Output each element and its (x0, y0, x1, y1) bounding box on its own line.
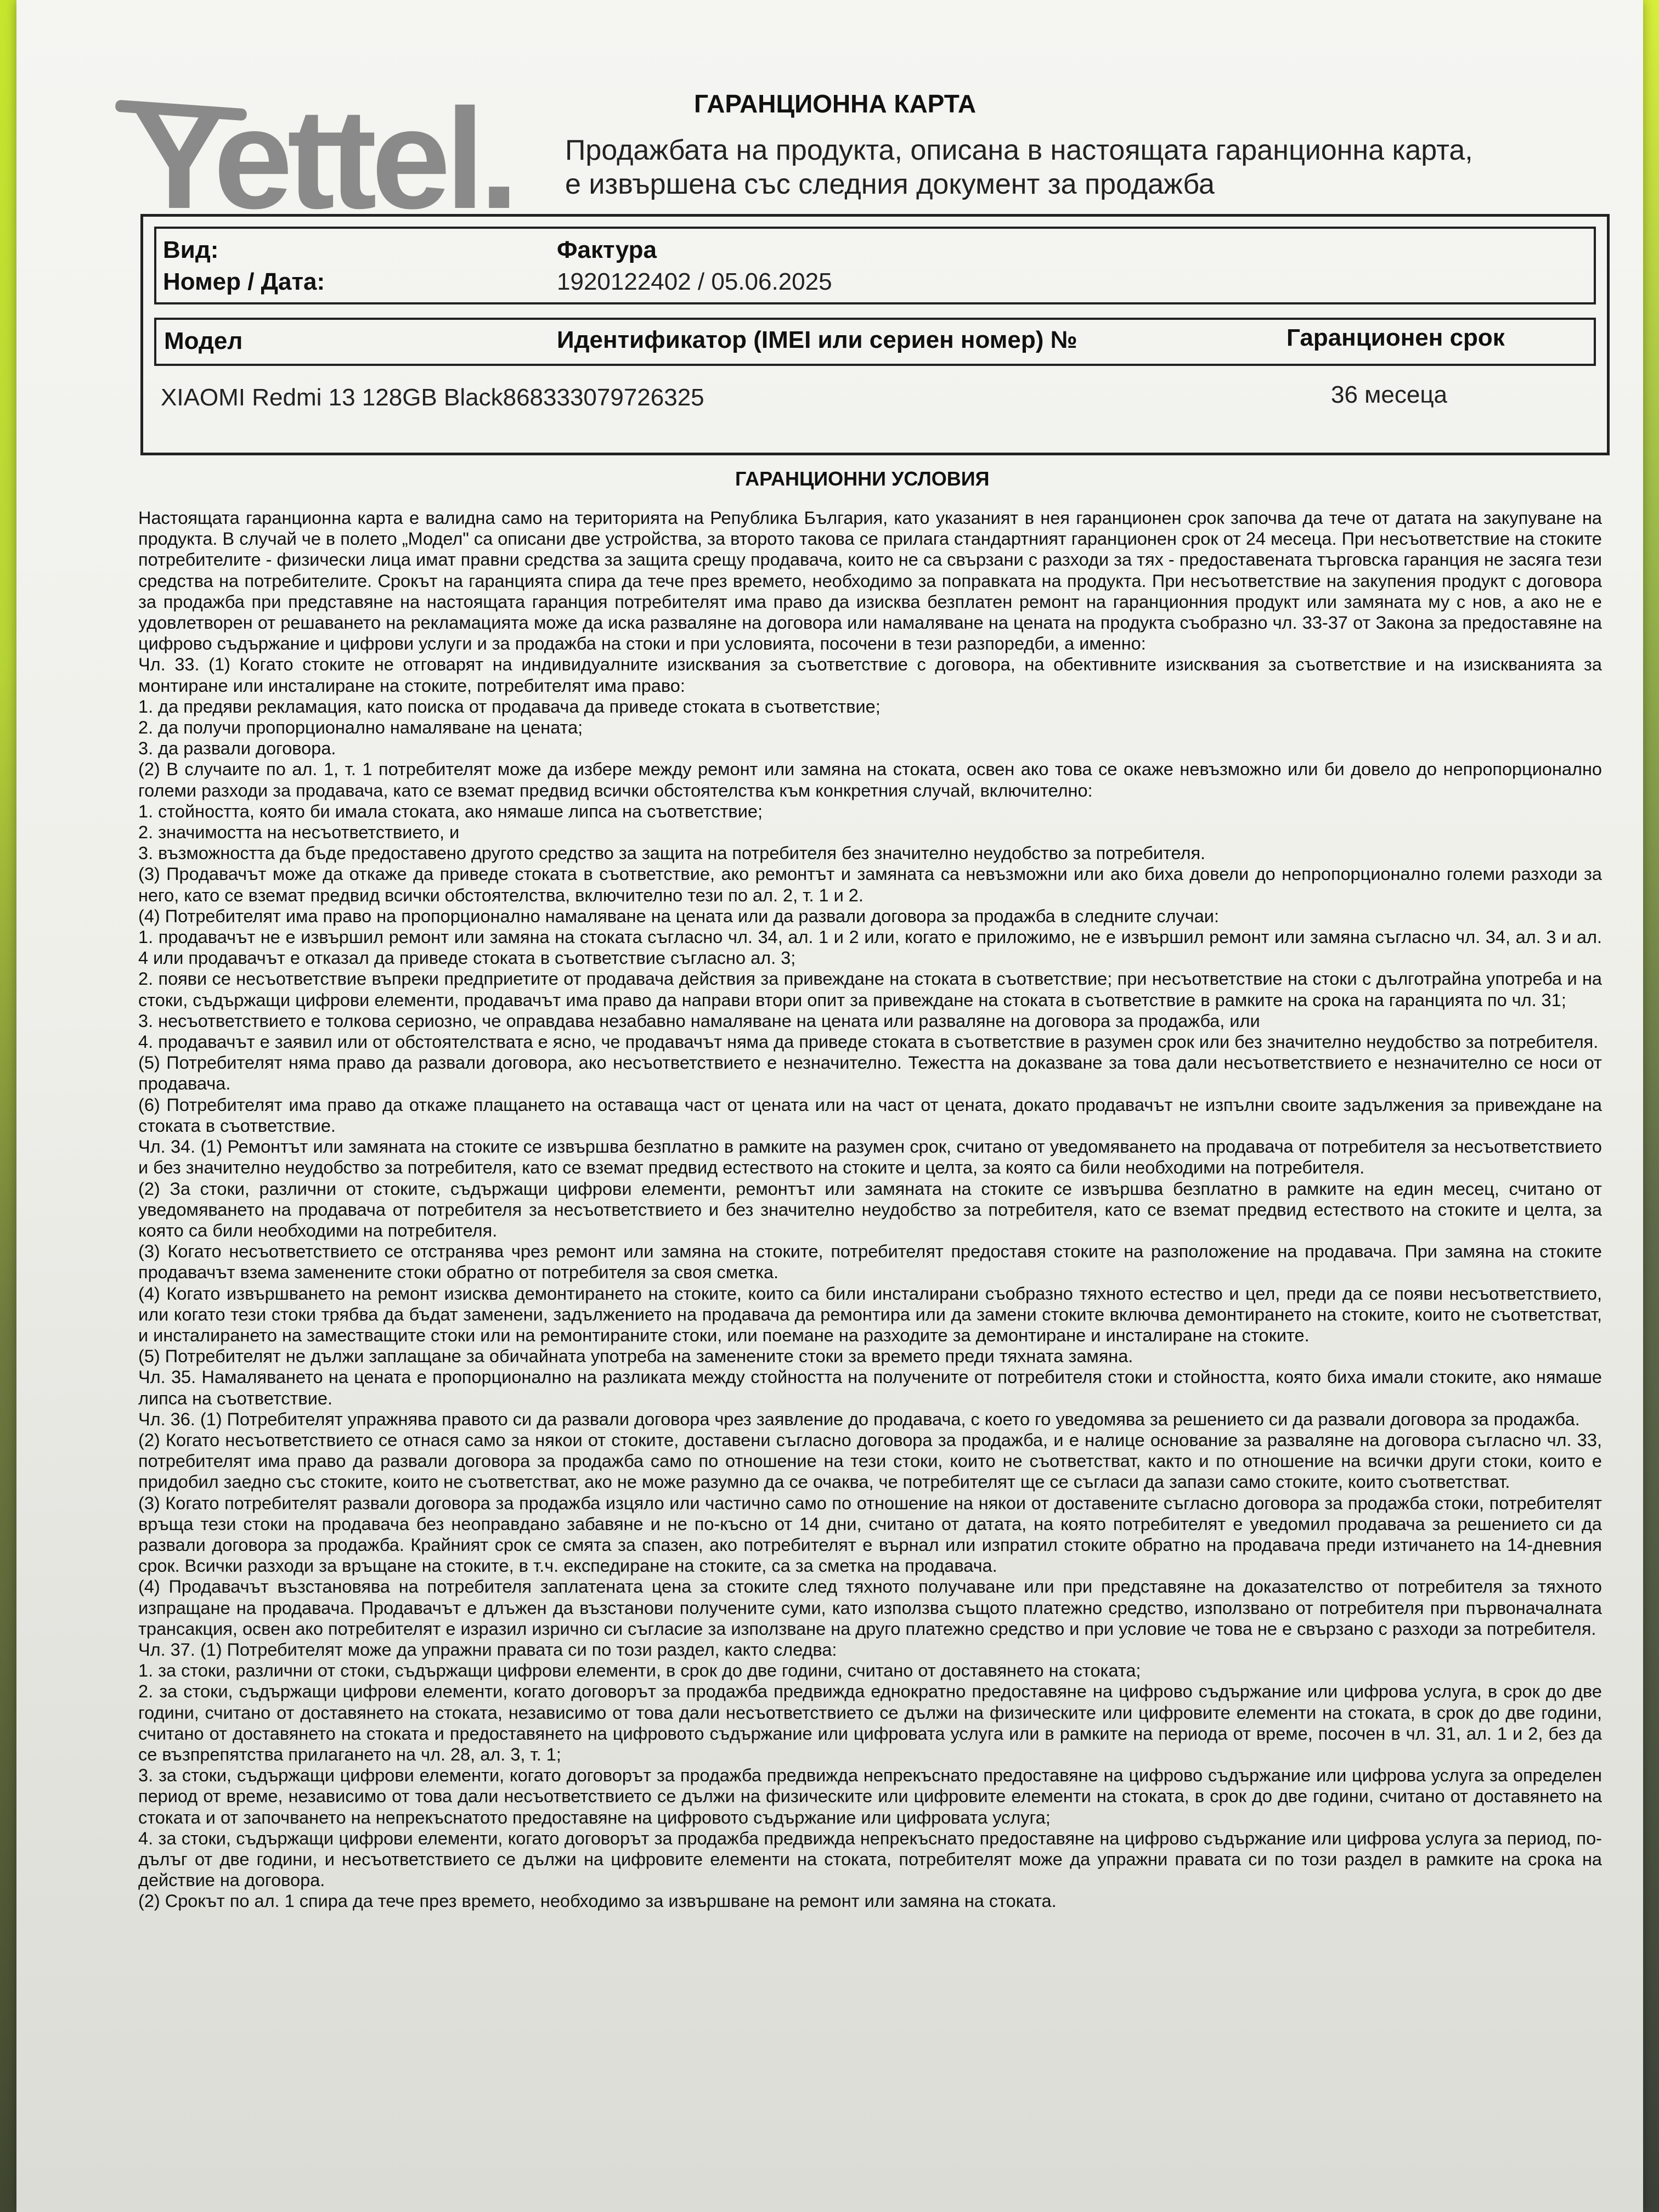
intro-text (565, 133, 1607, 201)
paragraph: (3) Когато потребителят развали договора за продажба изцяло или частично само по отношение на някои от доставените съгласно договора за продажба стоки, потребителят връща тези стоки на продавача без неоправдано забавяне и не по-късно от 14 дни, считано от датата, на която потребителят е уведомил продавача за решението си да развали договора за продажба. Крайният срок се смята за спазен, ако потребителят е върнал или изпратил стоките обратно на продавача преди изтичането на 14-дневния срок. Всички разходи за връщане на стоките, в т.ч. експедиране на стоките, са за сметка на продавача. (138, 1493, 1602, 1576)
paragraph: 2. значимостта на несъответствието, и (138, 822, 460, 843)
number-label: Номер / Дата: (163, 268, 325, 295)
paragraph: 3. възможността да бъде предоставено другото средство за защита на потребителя без значително неудобство за потребителя. (138, 843, 1206, 864)
paragraph: 2. появи се несъответствие въпреки предприетите от продавача действия за привеждане на стоката в съответствие; при несъответствие на стоки с дълготрайна употреба и на стоки, съдържащи цифрови елементи, продавачът има право да направи втори опит за привеждане на стоката в съответствие в рамките на срока на гаранцията по чл. 31; (138, 969, 1602, 1010)
col-model: Модел (164, 328, 243, 354)
paragraph: Чл. 36. (1) Потребителят упражнява правото си да развали договора чрез заявление до продавача, с което го уведомява за решението си да развали договора за продажба. (138, 1409, 1580, 1429)
paragraph: 4. продавачът е заявил или от обстоятелствата е ясно, че продавачът няма да приведе стоката в съответствие в разумен срок или без значително неудобство за потребителя. (138, 1032, 1599, 1052)
document-title: ГАРАНЦИОННА КАРТА (694, 89, 977, 118)
paragraph: Настоящата гаранционна карта е валидна само на територията на Република България, като указаният в нея гаранционен срок започва да тече от датата на закупуване на продукта. В случай че в полето „Модел" са описани две устройства, за второто такова се прилага стандартният гаранционен срок от 24 месеца. При несъответствие на стоките потребителите - физически лица имат правни средства за защита срещу продавача, които не са свързани с разходи за тях - предоставената търговска гаранция не засяга тези средства на потребителите. Срокът на гаранцията спира да тече през времето, необходимо за поправката на продукта. При несъответствие на закупения продукт с договора за продажба при представяне на настоящата гаранция потребителят има право да изисква безплатен ремонт на гаранционния продукт или замяната му с нов, а ако не е удовлетворен от решаването на рекламацията може да иска разваляне на договора или намаляване на цената на продукта съобразно чл. 33-37 от Закона за предоставяне на цифрово съдържание и цифрови услуги и за продажба на стоки и при условията, посочени в тези разпоредби, а именно: (138, 508, 1602, 654)
paragraph: (2) За стоки, различни от стоките, съдържащи цифрови елементи, ремонтът или замяната на стоките се извършва безплатно в рамките на един месец, считано от уведомяването на продавача от потребителя за несъответствието и без значително неудобство за потребителя, като се вземат предвид естеството на стоките и целта, за която са били необходими на потребителя. (138, 1178, 1602, 1240)
paragraph: (2) Срокът по ал. 1 спира да тече през времето, необходимо за извършване на ремонт или замяна на стоката. (138, 1891, 1057, 1911)
paragraph: 4. за стоки, съдържащи цифрови елементи, когато договорът за продажба предвижда непрекъснато предоставяне на цифрово съдържание или цифрова услуга за период, по-дълъг от две години, и несъответствието се дължи на цифровите елементи на стоката, потребителят може да упражни правата си по този раздел в рамките на срока на действие на договора. (138, 1828, 1602, 1891)
paragraph: Чл. 34. (1) Ремонтът или замяната на стоките се извършва безплатно в рамките на разумен срок, считано от уведомяването на продавача от потребителя за несъответствието и без значително неудобство за потребителя, като се вземат предвид естеството на стоките и целта, за която са били необходими на потребителя. (138, 1137, 1602, 1178)
paragraph: 2. да получи пропорционално намаляване на цената; (138, 718, 583, 738)
type-value: Фактура (557, 236, 657, 263)
paragraph: Чл. 35. Намаляването на цената е пропорционално на разликата между стойността на получените от потребителя стоки и стойността, която биха имали стоките, ако нямаше липса на съответствие. (138, 1367, 1602, 1408)
col-identifier: Идентификатор (IMEI или сериен номер) № (557, 326, 1077, 353)
number-value: 1920122402 / 05.06.2025 (557, 268, 832, 295)
type-label: Вид: (163, 236, 219, 263)
warranty-card-sheet (16, 0, 1643, 2212)
paragraph: (5) Потребителят не дължи заплащане за обичайната употреба на заменените стоки за времето преди тяхната замяна. (138, 1346, 1133, 1367)
paragraph: 2. за стоки, съдържащи цифрови елементи, когато договорът за продажба предвижда еднократно предоставяне на цифрово съдържание или цифрова услуга, в срок до две години, считано от доставянето на стоката, независимо от това дали несъответствието се дължи на физическите или цифровите елементи на стоката, в срок до две години, считано от доставянето на стоката и предоставянето на цифровото съдържание или цифровата услуга или в рамките на периода от време, посочен в чл. 31, ал. 1 и 2, без да се възпрепятства прилагането на чл. 28, ал. 3, т. 1; (138, 1681, 1602, 1764)
paragraph: (4) Когато извършването на ремонт изисква демонтирането на стоките, които са били инсталирани съобразно тяхното естество и цел, преди да се появи несъответствието, или когато тези стоки трябва да бъдат заменени, задължението на продавача да ремонтира или да замени стоките включва демонтирането на стоките, които не съответстват, и инсталирането на заместващите стоки или на ремонтираните стоки, или поемане на разходите за демонтиране и инсталиране на стоките. (138, 1283, 1602, 1345)
paragraph: Чл. 37. (1) Потребителят може да упражни правата си по този раздел, както следва: (138, 1639, 837, 1660)
paragraph: 1. да предяви рекламация, като поиска от продавача да приведе стоката в съответствие; (138, 696, 881, 716)
paragraph: 3. за стоки, съдържащи цифрови елементи, когато договорът за продажба предвижда непрекъснато предоставяне на цифрово съдържание или цифрова услуга за определен период от време, независимо от това дали несъответствието се дължи на физическите или цифровите елементи на стоката, в срок до две години, считано от доставянето на стоката и от започването на непрекъснатото предоставяне на цифровото съдържание или цифровата услуга; (138, 1765, 1602, 1827)
paragraph: (4) Потребителят има право на пропорционално намаляване на цената или да развали договора за продажба в следните случаи: (138, 906, 1219, 926)
product-warranty: 36 месеца (1331, 381, 1448, 408)
paragraph: (3) Продавачът може да откаже да приведе стоката в съответствие, ако ремонтът и замяната са невъзможни или ако биха довели до непропорционално големи разходи за него, като се вземат предвид всички обстоятелства, включително тези по ал. 2, т. 1 и 2. (138, 864, 1602, 905)
paragraph: 3. несъответствието е толкова сериозно, че оправдава незабавно намаляване на цената или разваляне на договора за продажба, или (138, 1011, 1260, 1031)
conditions-title: ГАРАНЦИОННИ УСЛОВИЯ (735, 467, 990, 490)
paragraph: 1. за стоки, различни от стоки, съдържащи цифрови елементи, в срок до две години, считано от доставянето на стоката; (138, 1661, 1141, 1681)
product-row (161, 384, 704, 411)
paragraph: (5) Потребителят няма право да развали договора, ако несъответствието е незначително. Тежестта на доказване за това дали несъответствието е незначително се носи от продавача. (138, 1053, 1602, 1094)
paragraph: Чл. 33. (1) Когато стоките не отговарят на индивидуалните изисквания за съответствие с договора, на обективните изисквания за съответствие и на изискванията за монтиране или инсталиране на стоките, потребителят има право: (138, 654, 1602, 696)
intro-line-1: Продажбата на продукта, описана в настоящата гаранционна карта, (565, 134, 1473, 166)
col-warranty: Гаранционен срок (1286, 324, 1505, 351)
paragraph: 1. стойността, която би имала стоката, ако нямаше липса на съответствие; (138, 801, 763, 821)
product-imei: 868333079726325 (503, 384, 704, 411)
sale-details-box (140, 214, 1610, 455)
paragraph: (6) Потребителят има право да откаже плащането на оставаща част от цената или на част от цената, докато продавачът не изпълни своите задължения за привеждане на стоката в съответствие. (138, 1094, 1602, 1136)
yettel-logo: Yettel. (132, 80, 514, 239)
paragraph: (3) Когато несъответствието се отстранява чрез ремонт или замяна на стоките, потребителят предоставя стоките на разположение на продавача. При замяна на стоките продавачът взема заменените стоки обратно от потребителя за своя сметка. (138, 1242, 1602, 1283)
paragraph: 3. да развали договора. (138, 738, 336, 759)
sale-document-frame (154, 227, 1596, 304)
paragraph: 1. продавачът не е извършил ремонт или замяна на стоката съгласно чл. 34, ал. 1 и 2 или, когато е приложимо, не е извършил ремонт или замяна съгласно чл. 34, ал. 3 и ал. 4 или продавачът е отказал да приведе стоката в съответствие съгласно ал. 3; (138, 927, 1602, 968)
product-table-header (154, 318, 1596, 366)
paragraph: (2) Когато несъответствието се отнася само за някои от стоките, доставени съгласно договора за продажба, и е налице основание за разваляне на договора съгласно чл. 33, потребителят има право да развали договора за продажба само по отношение на тези стоки, които не съответстват, както и по отношение на всички други стоки, които е придобил заедно със стоките, които не съответстват, ако не може разумно да се очаква, че потребителят ще се съгласи да запази само стоките, които съответстват. (138, 1430, 1602, 1492)
conditions-body (138, 507, 1602, 1912)
paragraph: (2) В случаите по ал. 1, т. 1 потребителят може да избере между ремонт или замяна на стоката, освен ако това се окаже невъзможно или би довело до непропорционално големи разходи за продавача, като се вземат предвид всички обстоятелства към конкретния случай, включително: (138, 759, 1602, 800)
paragraph: (4) Продавачът възстановява на потребителя заплатената цена за стоките след тяхното получаване или при представяне на доказателство от потребителя за тяхното изпращане на продавача. Продавачът е длъжен да възстанови получените суми, като използва същото платежно средство, използвано от потребителя при първоначалната трансакция, освен ако потребителят е изразил изрично си съгласие за използване на друго платежно средство и при условие че това не е свързано с разходи за потребителя. (138, 1577, 1602, 1639)
product-model: XIAOMI Redmi 13 128GB Black (161, 384, 503, 411)
intro-line-2: е извършена със следния документ за продажба (565, 168, 1215, 200)
